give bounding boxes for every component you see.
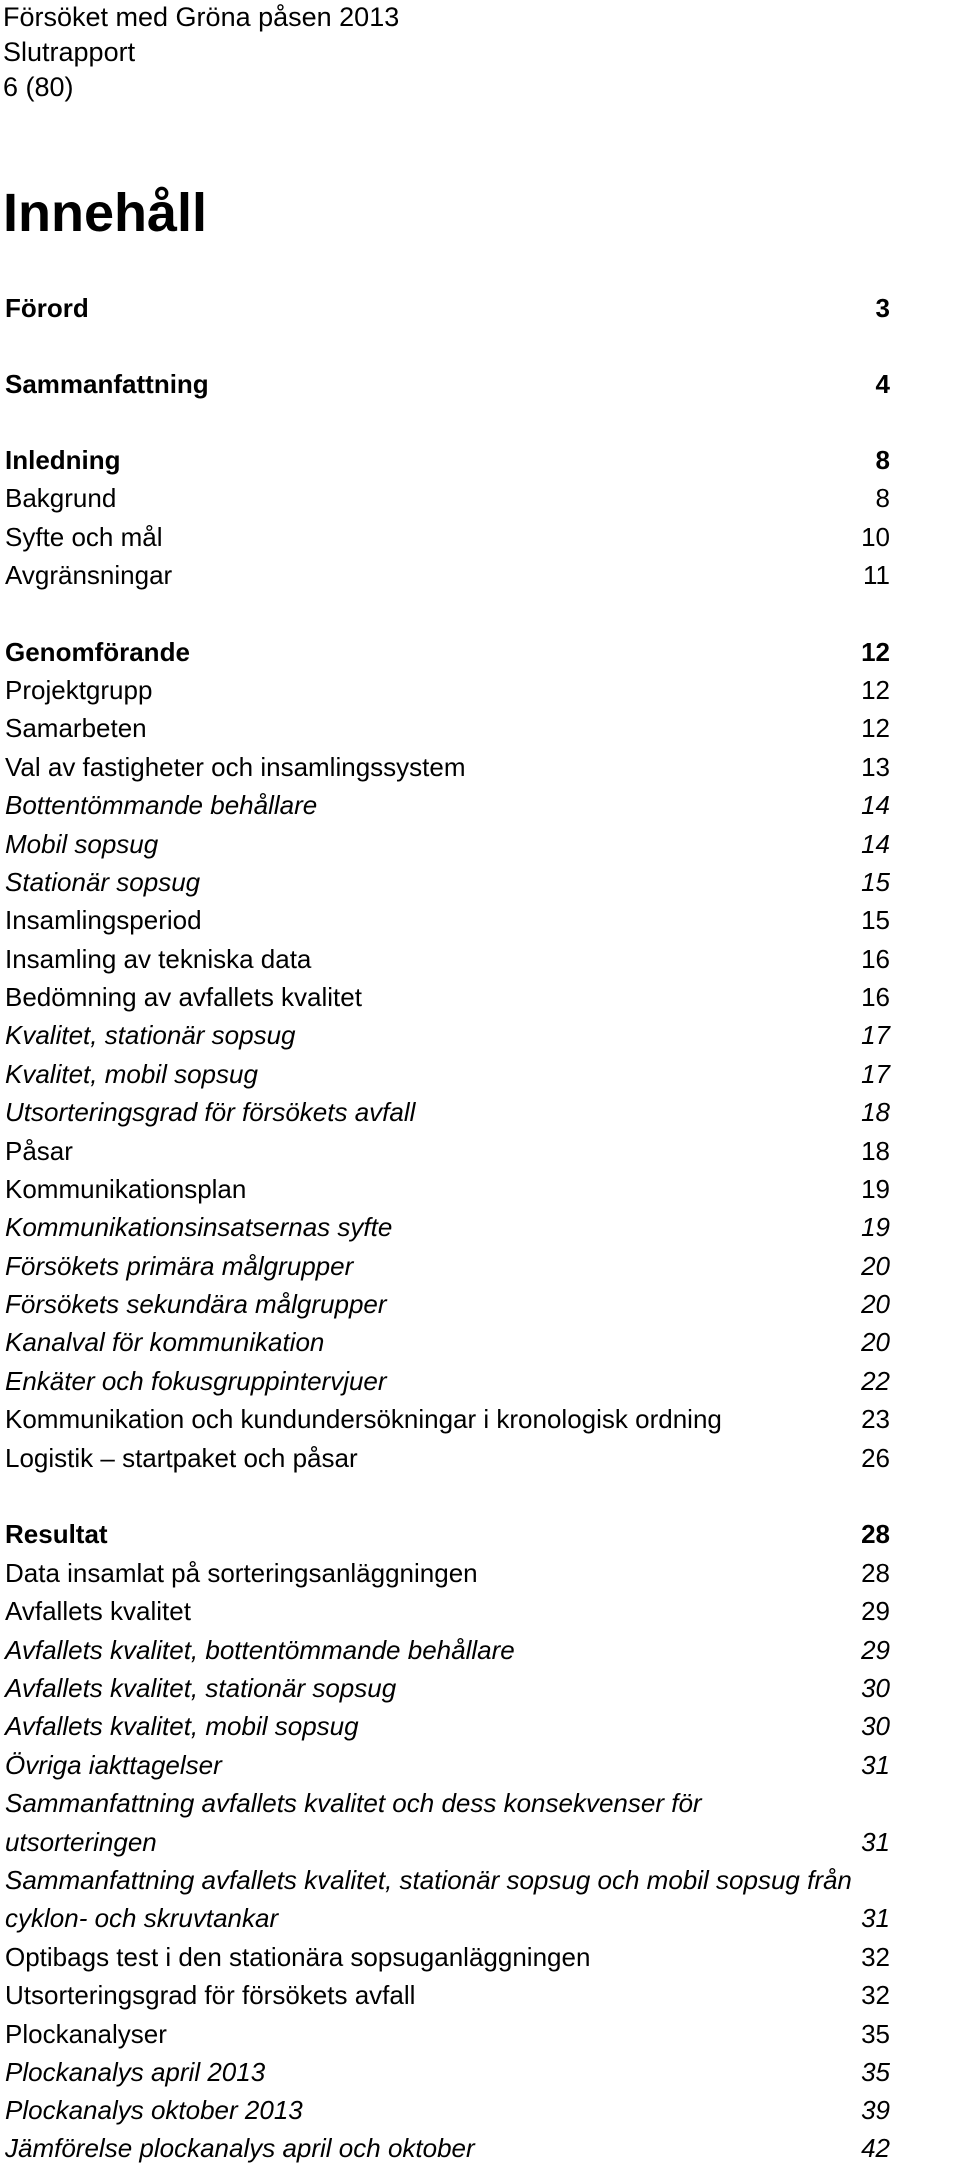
toc-entry-title: Val av fastigheter och insamlingssystem: [5, 752, 466, 782]
toc-entry-title: Förord: [5, 293, 89, 323]
toc-entry-page: 12: [861, 675, 890, 705]
toc-entry-page: 35: [861, 2019, 890, 2049]
toc-entry-page: 39: [861, 2095, 890, 2125]
toc-entry-page: 23: [861, 1404, 890, 1434]
toc-entry-title: Syfte och mål: [5, 522, 163, 552]
toc-entry-title: Försökets sekundära målgrupper: [5, 1289, 387, 1319]
toc-entry-title: Kvalitet, mobil sopsug: [5, 1059, 258, 1089]
toc-entry-page: 17: [861, 1020, 890, 1050]
toc-entry-page: 22: [861, 1366, 890, 1396]
toc-entry-title: Kommunikation och kundundersökningar i kronologisk ordning: [5, 1404, 722, 1434]
toc-entry-page: 15: [861, 905, 890, 935]
toc-entry-page: 12: [861, 637, 890, 667]
toc-entry-title: Kommunikationsplan: [5, 1174, 247, 1204]
toc-entry-page: 29: [861, 1596, 890, 1626]
toc-entry-title: Utsorteringsgrad för försökets avfall: [5, 1097, 416, 1127]
toc-entry-page: 32: [861, 1942, 890, 1972]
toc-entry-page: 20: [861, 1289, 890, 1319]
toc-entry-title: Kanalval för kommunikation: [5, 1327, 325, 1357]
toc-entry-title: cyklon- och skruvtankar: [5, 1903, 279, 1933]
toc-entry-title: Sammanfattning: [5, 369, 209, 399]
toc-entry-title: Mobil sopsug: [5, 829, 159, 859]
toc-entry-page: 13: [861, 752, 890, 782]
page-number: 6 (80): [3, 72, 74, 102]
toc-entry-title: Kommunikationsinsatsernas syfte: [5, 1212, 393, 1242]
toc-entry-title: Påsar: [5, 1136, 73, 1166]
toc-entry-page: 30: [861, 1673, 890, 1703]
toc-entry-title: Bottentömmande behållare: [5, 790, 318, 820]
toc-entry-title: Övriga iakttagelser: [5, 1750, 222, 1780]
toc-entry-title: Sammanfattning avfallets kvalitet och dess konsekvenser för: [5, 1788, 702, 1818]
toc-entry-title: Jämförelse plockanalys april och oktober: [5, 2133, 475, 2163]
toc-entry-page: 18: [861, 1136, 890, 1166]
toc-entry-title: Insamlingsperiod: [5, 905, 202, 935]
toc-entry-page: 11: [863, 560, 890, 590]
toc-entry-page: 4: [875, 369, 890, 399]
toc-entry-title: Data insamlat på sorteringsanläggningen: [5, 1558, 478, 1588]
toc-entry-title: Avfallets kvalitet, bottentömmande behållare: [5, 1635, 515, 1665]
toc-entry-page: 31: [861, 1827, 890, 1857]
toc-entry-page: 31: [861, 1903, 890, 1933]
toc-entry-title: Samarbeten: [5, 713, 147, 743]
toc-entry-title: Sammanfattning avfallets kvalitet, stationär sopsug och mobil sopsug från: [5, 1865, 852, 1895]
toc-entry-title: Kvalitet, stationär sopsug: [5, 1020, 296, 1050]
toc-entry-page: 42: [861, 2133, 890, 2163]
toc-entry-page: 8: [875, 483, 890, 513]
toc-entry-page: 16: [861, 982, 890, 1012]
toc-entry-page: 30: [861, 1711, 890, 1741]
document-header: [3, 0, 399, 105]
page-title: Innehåll: [3, 183, 208, 243]
toc-entry-page: 32: [861, 1980, 890, 2010]
toc-entry-title: Plockanalys april 2013: [5, 2057, 266, 2087]
toc-entry-page: 14: [861, 829, 890, 859]
toc-entry-page: 28: [861, 1519, 890, 1549]
toc-entry-page: 15: [861, 867, 890, 897]
toc-entry-page: 35: [861, 2057, 890, 2087]
toc-entry-title: Projektgrupp: [5, 675, 153, 705]
toc-entry-title: Försökets primära målgrupper: [5, 1251, 354, 1281]
toc-entry-title: Avfallets kvalitet: [5, 1596, 191, 1626]
toc-entry-title: Plockanalyser: [5, 2019, 167, 2049]
toc-entry-title: Avfallets kvalitet, stationär sopsug: [5, 1673, 397, 1703]
toc-entry-page: 3: [875, 293, 890, 323]
toc-entry-title: Avgränsningar: [5, 560, 173, 590]
toc-entry-title: Avfallets kvalitet, mobil sopsug: [5, 1711, 359, 1741]
toc-entry-page: 12: [861, 713, 890, 743]
toc-entry-title: Bakgrund: [5, 483, 117, 513]
toc-entry-page: 17: [861, 1059, 890, 1089]
toc-entry-title: Stationär sopsug: [5, 867, 201, 897]
toc-entry-page: 14: [861, 790, 890, 820]
document-subtitle: Slutrapport: [3, 37, 136, 67]
toc-entry-page: 16: [861, 944, 890, 974]
toc-entry-page: 19: [861, 1174, 890, 1204]
toc-entry-page: 10: [861, 522, 890, 552]
toc-entry-page: 8: [875, 445, 890, 475]
document-title: Försöket med Gröna påsen 2013: [3, 2, 400, 32]
toc-entry-title: Genomförande: [5, 637, 190, 667]
toc-entry-title: Enkäter och fokusgruppintervjuer: [5, 1366, 387, 1396]
toc-entry-page: 18: [861, 1097, 890, 1127]
toc-entry-title: Inledning: [5, 445, 121, 475]
toc-entry-title: Bedömning av avfallets kvalitet: [5, 982, 362, 1012]
toc-entry-title: Insamling av tekniska data: [5, 944, 312, 974]
toc-entry-title: Utsorteringsgrad för försökets avfall: [5, 1980, 416, 2010]
toc-entry-page: 19: [861, 1212, 890, 1242]
toc-entry-title: Plockanalys oktober 2013: [5, 2095, 303, 2125]
toc-entry-title: Resultat: [5, 1519, 108, 1549]
toc-entry-page: 20: [861, 1327, 890, 1357]
toc-entry-page: 20: [861, 1251, 890, 1281]
toc-entry-page: 31: [861, 1750, 890, 1780]
toc-entry-title: Optibags test i den stationära sopsuganläggningen: [5, 1942, 591, 1972]
toc-entry-page: 28: [861, 1558, 890, 1588]
toc-entry-page: 26: [861, 1443, 890, 1473]
toc-entry-title: Logistik – startpaket och påsar: [5, 1443, 358, 1473]
toc-entry-title: utsorteringen: [5, 1827, 157, 1857]
toc-entry-page: 29: [861, 1635, 890, 1665]
